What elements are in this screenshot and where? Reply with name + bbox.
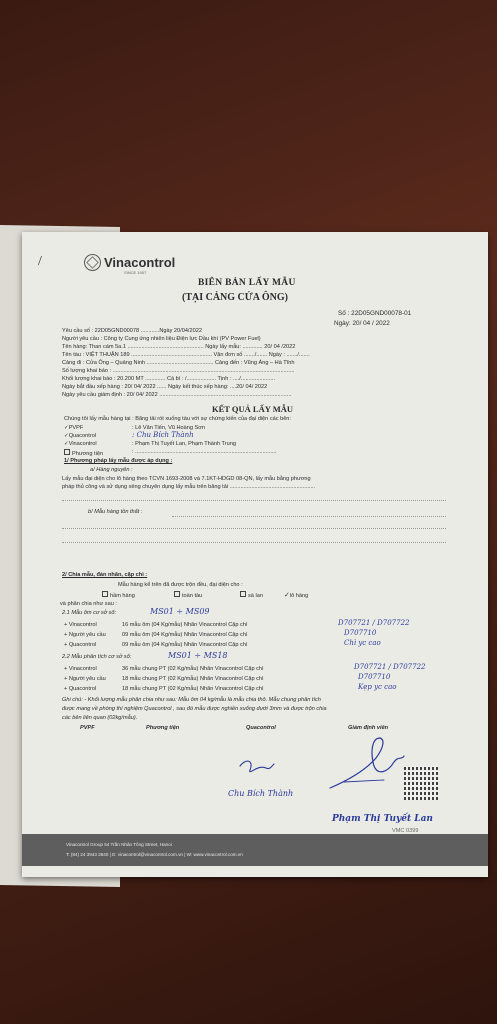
- sig-label-vessel: Phương tiện: [146, 725, 180, 731]
- checkbox-icon: [64, 449, 70, 455]
- doc-date: Ngày: 20/ 04 / 2022: [334, 320, 390, 327]
- vinacontrol-logo: [84, 254, 176, 275]
- section-heading: 2/ Chia mẫu, đán nhãn, cặp chì :: [62, 572, 148, 578]
- sig-label-inspector: Giám định viên: [348, 725, 389, 731]
- option-hold: hầm hàng: [102, 591, 135, 599]
- seal-party: + Quacontrol: [64, 686, 97, 692]
- info-line: Tên hàng: Than cám 5a.1 ................................................. Ngày lấy mẫu: ............. 20/ 04 /2022: [62, 344, 296, 350]
- check-icon: ✓: [284, 592, 290, 599]
- note-text: các bên liên quan (02kg/mẫu).: [62, 715, 138, 721]
- party-row: ✓Vinacontrol: [64, 441, 97, 447]
- sig-label-quacontrol: Quacontrol: [246, 725, 276, 731]
- info-line: Cảng đi : Cửa Ông – Quảng Ninh ........................................... Cảng đến : Vũng Áng – Hà Tĩnh: [62, 360, 295, 366]
- info-line: Ngày bắt đầu xếp hàng : 20/ 04/ 2022 ...... Ngày kết thúc xếp hàng: ....20/ 04/ 2022: [62, 384, 268, 390]
- info-line: Tên tàu : VIỆT THUẬN 189 .................................................... Vận đơn số ......./....... Ngày : ......./.......: [62, 352, 310, 358]
- seal-party: + Người yêu cầu: [64, 632, 106, 638]
- seal-text: 09 mẫu ôm (04 Kg/mẫu) Nhãn Vinacontrol Cặp chì: [122, 642, 248, 648]
- party-row: ✓Quacontrol: [64, 433, 97, 439]
- footer-address: Vinacontrol Group 54 Trần Nhân Tông Street, Hanoi: [66, 842, 172, 847]
- result-intro: Chúng tôi lấy mẫu hàng tại : Bãng tải rót xuống tàu với sự chứng kiến của đại diện các bên:: [64, 416, 291, 422]
- qr-code-icon: [404, 766, 438, 800]
- seal-party: + Vinacontrol: [64, 666, 97, 672]
- info-line: Khối lượng khai báo : 20.200 MT ............. Cá bì : /................... Tịnh : ..../......................: [62, 376, 276, 382]
- seal-text: 18 mẫu chung PT (02 Kg/mẫu) Nhãn Vinacontrol Cặp chì: [122, 686, 264, 692]
- footer-contact: T: (84) 24 3943 3840 | E: vinacontrol@vinacontrol.com.vn | W: www.vinacontrol.com.vn: [66, 852, 243, 857]
- seal-handwritten: D707710: [358, 673, 391, 681]
- inspector-name: Phạm Thị Tuyết Lan: [332, 814, 433, 824]
- section-heading: 1/ Phương pháp lấy mẫu được áp dụng :: [64, 458, 173, 464]
- divider: [62, 500, 446, 501]
- checkbox-icon: [174, 591, 180, 597]
- divider: [62, 542, 446, 543]
- subsection-label: b/ Mẫu hàng tồn thất :: [88, 509, 143, 515]
- divider: [62, 528, 446, 529]
- slash-mark: /: [38, 254, 42, 269]
- seal-text: 16 mẫu ôm (04 Kg/mẫu) Nhãn Vinacontrol Cặp chì: [122, 622, 248, 628]
- seal-handwritten: D707721 / D707722: [338, 619, 410, 627]
- seal-handwritten: D707710: [344, 629, 377, 637]
- method-text: Lấy mẫu đại diện cho lô hàng theo TCVN 1693-2008 và 7.1KT-HDGD 08-QN, lấy mẫu bằng phương: [62, 476, 311, 482]
- party-row: Phương tiện: [64, 449, 103, 457]
- note-text: Ghi chú: - Khối lượng mẫu phân chia như sau: Mẫu ôm 04 kg/mẫu là mẫu chia thô. Mẫu chung phân tích: [62, 697, 321, 703]
- checkbox-icon: [240, 591, 246, 597]
- line-label: 2.2 Mẫu phân tích cơ sở số:: [62, 654, 132, 660]
- party-value: : ...........................................................................................: [132, 449, 277, 455]
- brand-name: Vinacontrol: [104, 255, 176, 270]
- subsection-label: a/ Hàng nguyên :: [90, 467, 133, 473]
- sig-label-pvpf: PVPF: [80, 725, 95, 731]
- party-value: : Phạm Thị Tuyết Lan, Phạm Thành Trung: [132, 441, 236, 447]
- seal-text: 36 mẫu chung PT (02 Kg/mẫu) Nhãn Vinacontrol Cặp chì: [122, 666, 264, 672]
- result-title: KẾT QUẢ LẤY MẪU: [212, 404, 293, 414]
- check-icon: ✓: [64, 441, 69, 447]
- seal-text: 09 mẫu ôm (04 Kg/mẫu) Nhãn Vinacontrol Cặp chì: [122, 632, 248, 638]
- handwritten-range: MS01 ÷ MS18: [168, 651, 228, 660]
- party-value-handwritten: : Chu Bích Thành: [132, 431, 194, 439]
- party-row: ✓PVPF: [64, 425, 84, 431]
- info-line: Số lượng khai báo : .....................................................................................................................: [62, 368, 295, 374]
- doc-title: BIÊN BẢN LẤY MẪU: [198, 278, 296, 288]
- doc-number: Số : 22D05GND00078-01: [338, 310, 412, 317]
- brand-sub: SINCE 1957: [124, 270, 147, 275]
- divider: [172, 516, 446, 517]
- mix-line: Mẫu hàng kể trên đã được trộn đều, đại diện cho :: [118, 582, 243, 588]
- party-value: : Lê Văn Tiến, Vũ Hoàng Sơn: [132, 425, 206, 431]
- signature-name-handwritten: Chu Bích Thành: [228, 789, 294, 798]
- note-text: được mang về phòng thí nghiệm Quacontrol , sau đó mẫu được nghiền xuống dưới 3mm và được trộn chia: [62, 706, 327, 712]
- seal-party: + Người yêu cầu: [64, 676, 106, 682]
- option-ship: toàn tàu: [174, 591, 202, 599]
- checkbox-icon: [102, 591, 108, 597]
- info-line: Yêu cầu số : 22D05GND00078 ............Ngày 20/04/2022: [62, 328, 202, 334]
- document-page: [22, 232, 488, 877]
- seal-text: 18 mẫu chung PT (02 Kg/mẫu) Nhãn Vinacontrol Cặp chì: [122, 676, 264, 682]
- handwritten-range: MS01 ÷ MS09: [150, 607, 210, 616]
- distribute-label: và phân chia như sau :: [60, 601, 117, 607]
- seal-party: + Quacontrol: [64, 642, 97, 648]
- signature-inspector: [324, 732, 408, 794]
- seal-handwritten: Chì yc cao: [344, 639, 381, 647]
- option-barge: sà lan: [240, 591, 263, 599]
- info-line: Người yêu cầu : Công ty Cung ứng nhiên liệu Điện lực Dầu khí (PV Power Fuel): [62, 336, 261, 342]
- check-icon: ✓: [64, 433, 69, 439]
- check-icon: ✓: [64, 425, 69, 431]
- inspector-code: VMC 0399: [392, 828, 419, 834]
- seal-handwritten: Kẹp yc cao: [358, 683, 397, 691]
- info-line: Ngày yêu cầu giám định : 20/ 04/ 2022 .....................................................................................: [62, 392, 292, 398]
- footer-bar: [22, 834, 488, 866]
- method-text: pháp thủ công và sử dụng xẻng chuyên dụng lấy mẫu trên băng tải .......................................................: [62, 484, 316, 490]
- option-lot: ✓lô hàng: [284, 592, 309, 599]
- line-label: 2.1 Mẫu ôm cơ sở số:: [62, 610, 117, 616]
- doc-subtitle: (TẠI CẢNG CỬA ÔNG): [182, 292, 289, 303]
- seal-party: + Vinacontrol: [64, 622, 97, 628]
- signature-quacontrol: [236, 756, 276, 784]
- seal-handwritten: D707721 / D707722: [354, 663, 426, 671]
- logo-icon: [84, 254, 101, 271]
